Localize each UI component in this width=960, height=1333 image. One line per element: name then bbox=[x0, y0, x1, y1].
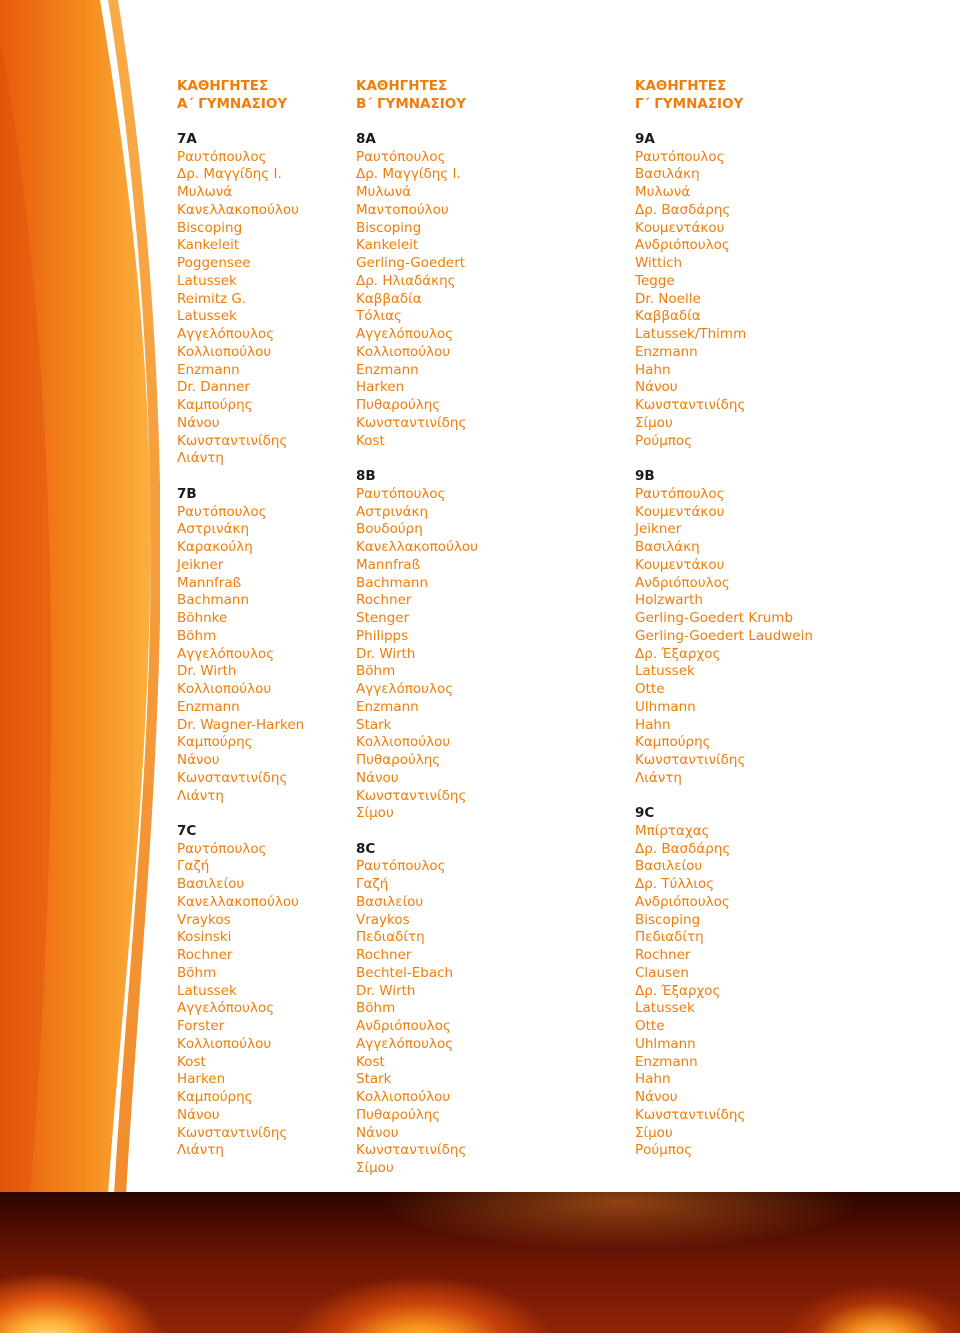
teacher-name: Enzmann bbox=[356, 698, 419, 715]
teacher-name: Dr. Wagner-Harken bbox=[177, 716, 305, 733]
teacher-name: Καμπούρης bbox=[177, 734, 253, 751]
teacher-name: Harken bbox=[177, 1071, 226, 1088]
class-name: 9A bbox=[635, 131, 655, 147]
teacher-name: Μυλωνά bbox=[356, 184, 412, 201]
teacher-name: Tegge bbox=[635, 272, 675, 289]
teacher-name: Μπίρταχας bbox=[635, 822, 710, 839]
class-name: 8B bbox=[356, 468, 376, 485]
teacher-name: Stenger bbox=[356, 610, 410, 627]
teacher-name: Otte bbox=[635, 1018, 665, 1035]
column-grade-a bbox=[177, 78, 304, 1160]
teacher-name: Νάνου bbox=[177, 752, 220, 769]
teacher-name: Κωνσταντινίδης bbox=[635, 1106, 746, 1123]
teacher-name: Harken bbox=[356, 379, 405, 396]
teacher-name: Τόλιας bbox=[356, 308, 402, 325]
teacher-name: Kost bbox=[177, 1053, 206, 1070]
teacher-name: Κολλιοπούλου bbox=[177, 681, 272, 698]
teacher-name: Dr. Danner bbox=[177, 379, 250, 396]
teacher-name: Latussek bbox=[177, 272, 237, 289]
column-grade-b bbox=[356, 78, 478, 1178]
teacher-name: Νάνου bbox=[635, 379, 678, 396]
teacher-name: Κωνσταντινίδης bbox=[177, 1124, 288, 1141]
teacher-name: Βασιλείου bbox=[635, 858, 703, 875]
teacher-name: Philipps bbox=[356, 627, 409, 644]
teacher-name: Λιάντη bbox=[177, 1142, 224, 1159]
teacher-name: Αγγελόπουλος bbox=[356, 1035, 454, 1052]
teacher-name: Reimitz G. bbox=[177, 290, 247, 307]
teacher-name: Σίμου bbox=[356, 1160, 394, 1177]
class-group bbox=[177, 131, 304, 468]
teacher-name: Πεδιαδίτη bbox=[635, 929, 704, 946]
teacher-name: Καρακούλη bbox=[177, 539, 253, 556]
teacher-name: Αστρινάκη bbox=[177, 521, 250, 538]
teacher-name: Hahn bbox=[635, 716, 671, 733]
teacher-name: Enzmann bbox=[635, 1053, 698, 1070]
teacher-name: Dr. Wirth bbox=[356, 645, 416, 662]
teacher-name: Κανελλακοπούλου bbox=[356, 539, 478, 556]
teacher-name: Böhm bbox=[356, 1000, 396, 1017]
teacher-name: Καμπούρης bbox=[177, 397, 253, 414]
teacher-name: Hahn bbox=[635, 1071, 671, 1088]
teacher-name: Stark bbox=[356, 716, 392, 733]
column-title-line: ΚΑΘΗΓΗΤΕΣ bbox=[177, 78, 269, 94]
teacher-name: Gerling-Goedert Krumb bbox=[635, 610, 794, 627]
teacher-name: Biscoping bbox=[177, 219, 243, 236]
teacher-name: Αγγελόπουλος bbox=[177, 645, 275, 662]
teacher-name: Κολλιοπούλου bbox=[356, 1089, 451, 1106]
teacher-name: Δρ. Μαγγίδης Ι. bbox=[177, 166, 282, 183]
teacher-name: Ραυτόπουλος bbox=[356, 485, 446, 502]
teacher-name: Αγγελόπουλος bbox=[177, 1000, 275, 1017]
teacher-name: Πυθαρούλης bbox=[356, 1106, 441, 1123]
teacher-name: Κωνσταντινίδης bbox=[356, 414, 467, 431]
teacher-name: Αγγελόπουλος bbox=[356, 326, 454, 343]
teacher-name: Rochner bbox=[635, 947, 691, 964]
teacher-name: Kost bbox=[356, 1053, 385, 1070]
teacher-name: Jeikner bbox=[635, 521, 682, 538]
teacher-name: Enzmann bbox=[356, 361, 419, 378]
teacher-name: Uhlmann bbox=[635, 1035, 696, 1052]
teacher-name: Κανελλακοπούλου bbox=[177, 201, 299, 218]
column-title bbox=[356, 78, 478, 113]
teacher-name: Hahn bbox=[635, 361, 671, 378]
teacher-name: Κολλιοπούλου bbox=[356, 343, 451, 360]
teacher-name: Kankeleit bbox=[356, 237, 419, 254]
class-name: 8C bbox=[356, 840, 376, 857]
teacher-name: Κουμεντάκου bbox=[635, 503, 725, 520]
class-group bbox=[177, 486, 304, 805]
teacher-name: Καββαδία bbox=[356, 290, 422, 307]
teacher-name: Rochner bbox=[177, 947, 233, 964]
teacher-name: Latussek bbox=[635, 1000, 695, 1017]
teacher-name: Bechtel-Ebach bbox=[356, 964, 454, 981]
teacher-name: Κωνσταντινίδης bbox=[356, 1142, 467, 1159]
class-name: 8A bbox=[356, 131, 376, 147]
teacher-name: Poggensee bbox=[177, 255, 251, 272]
teacher-name: Δρ. Τύλλιος bbox=[635, 876, 715, 893]
teacher-name: Βασιλάκη bbox=[635, 166, 700, 183]
column-title bbox=[177, 78, 304, 113]
teacher-name: Ραυτόπουλος bbox=[356, 858, 446, 875]
class-name: 7C bbox=[177, 823, 197, 840]
teacher-name: Forster bbox=[177, 1018, 225, 1035]
teacher-name: Ανδριόπουλος bbox=[635, 237, 730, 254]
teacher-name: Νάνου bbox=[177, 1106, 220, 1123]
teacher-name: Νάνου bbox=[177, 414, 220, 431]
teacher-name: Γαζή bbox=[177, 858, 210, 875]
teacher-name: Πυθαρούλης bbox=[356, 752, 441, 769]
teacher-name: Κουμεντάκου bbox=[635, 556, 725, 573]
class-group bbox=[635, 468, 813, 787]
class-name: 7A bbox=[177, 131, 197, 147]
teacher-name: Ρούμπος bbox=[635, 432, 693, 449]
teacher-name: Νάνου bbox=[356, 769, 399, 786]
teacher-name: Latussek bbox=[635, 663, 695, 680]
teacher-name: Καββαδία bbox=[635, 308, 701, 325]
class-name: 9B bbox=[635, 468, 655, 485]
teacher-name: Latussek bbox=[177, 982, 237, 999]
teacher-name: Βασιλείου bbox=[177, 876, 245, 893]
teacher-name: Jeikner bbox=[177, 556, 224, 573]
teacher-name: Stark bbox=[356, 1071, 392, 1088]
teacher-name: Dr. Wirth bbox=[177, 663, 237, 680]
teacher-name: Κουμεντάκου bbox=[635, 219, 725, 236]
teacher-name: Καμπούρης bbox=[635, 734, 711, 751]
teacher-name: Gerling-Goedert bbox=[356, 255, 466, 272]
teacher-name: Böhnke bbox=[177, 610, 228, 627]
teacher-name: Πεδιαδίτη bbox=[356, 929, 425, 946]
teacher-name: Κολλιοπούλου bbox=[356, 734, 451, 751]
teacher-name: Wittich bbox=[635, 255, 683, 272]
teacher-name: Βουδούρη bbox=[356, 521, 423, 538]
teacher-name: Αγγελόπουλος bbox=[177, 326, 275, 343]
teacher-name: Νάνου bbox=[635, 1089, 678, 1106]
column-title-line: Γ΄ ΓΥΜΝΑΣΙΟΥ bbox=[635, 95, 744, 112]
teacher-name: Καμπούρης bbox=[177, 1089, 253, 1106]
teacher-name: Μαντοπούλου bbox=[356, 201, 449, 218]
teacher-name: Πυθαρούλης bbox=[356, 397, 441, 414]
class-group bbox=[635, 131, 813, 450]
teacher-name: Δρ. Ηλιαδάκης bbox=[356, 272, 456, 289]
teacher-name: Kost bbox=[356, 432, 385, 449]
teacher-name: Latussek bbox=[177, 308, 237, 325]
teacher-name: Gerling-Goedert Laudwein bbox=[635, 627, 813, 644]
teacher-name: Ulhmann bbox=[635, 698, 696, 715]
teacher-name: Böhm bbox=[177, 964, 217, 981]
teacher-name: Mannfraß bbox=[177, 574, 242, 591]
teacher-name: Böhm bbox=[356, 663, 396, 680]
teacher-name: Κωνσταντινίδης bbox=[177, 432, 288, 449]
column-title-line: ΚΑΘΗΓΗΤΕΣ bbox=[635, 78, 727, 94]
teacher-name: Vraykos bbox=[356, 911, 410, 928]
teacher-name: Μυλωνά bbox=[177, 184, 233, 201]
teacher-name: Bachmann bbox=[356, 574, 429, 591]
teacher-name: Biscoping bbox=[635, 911, 701, 928]
class-group bbox=[356, 841, 478, 1178]
class-group bbox=[177, 823, 304, 1160]
teacher-name: Rochner bbox=[356, 592, 412, 609]
teacher-name: Βασιλείου bbox=[356, 893, 424, 910]
teacher-name: Δρ. Έξαρχος bbox=[635, 982, 721, 999]
teacher-name: Κωνσταντινίδης bbox=[356, 787, 467, 804]
teacher-name: Biscoping bbox=[356, 219, 422, 236]
column-title-line: Β΄ ΓΥΜΝΑΣΙΟΥ bbox=[356, 95, 467, 112]
teacher-name: Latussek/Thimm bbox=[635, 326, 747, 343]
teacher-name: Κωνσταντινίδης bbox=[635, 397, 746, 414]
teacher-name: Δρ. Έξαρχος bbox=[635, 645, 721, 662]
teacher-name: Αγγελόπουλος bbox=[356, 681, 454, 698]
teacher-name: Enzmann bbox=[177, 698, 240, 715]
teacher-name: Ρούμπος bbox=[635, 1142, 693, 1159]
teacher-name: Κανελλακοπούλου bbox=[177, 893, 299, 910]
teacher-name: Bachmann bbox=[177, 592, 250, 609]
teacher-name: Ραυτόπουλος bbox=[635, 148, 725, 165]
column-grade-c bbox=[635, 78, 813, 1160]
teacher-name: Γαζή bbox=[356, 876, 389, 893]
teacher-name: Ραυτόπουλος bbox=[635, 485, 725, 502]
teacher-name: Κωνσταντινίδης bbox=[635, 752, 746, 769]
teacher-name: Rochner bbox=[356, 947, 412, 964]
column-title-line: Α΄ ΓΥΜΝΑΣΙΟΥ bbox=[177, 95, 288, 112]
class-group bbox=[356, 468, 478, 823]
column-title bbox=[635, 78, 813, 113]
teacher-name: Σίμου bbox=[356, 805, 394, 822]
teacher-name: Αστρινάκη bbox=[356, 503, 429, 520]
orange-swoosh-decoration bbox=[0, 0, 160, 1195]
teacher-name: Λιάντη bbox=[177, 787, 224, 804]
teacher-name: Λιάντη bbox=[635, 769, 682, 786]
teacher-name: Ανδριόπουλος bbox=[635, 893, 730, 910]
teacher-name: Ραυτόπουλος bbox=[177, 503, 267, 520]
teacher-name: Κολλιοπούλου bbox=[177, 343, 272, 360]
teacher-name: Δρ. Βασδάρης bbox=[635, 840, 731, 857]
teacher-name: Dr. Noelle bbox=[635, 290, 701, 307]
teacher-name: Böhm bbox=[177, 627, 217, 644]
teacher-name: Ραυτόπουλος bbox=[177, 840, 267, 857]
teacher-name: Δρ. Μαγγίδης Ι. bbox=[356, 166, 461, 183]
teacher-name: Kankeleit bbox=[177, 237, 240, 254]
teacher-name: Otte bbox=[635, 681, 665, 698]
teacher-name: Βασιλάκη bbox=[635, 539, 700, 556]
teacher-name: Dr. Wirth bbox=[356, 982, 416, 999]
column-title-line: ΚΑΘΗΓΗΤΕΣ bbox=[356, 78, 448, 94]
teacher-name: Δρ. Βασδάρης bbox=[635, 201, 731, 218]
teacher-name: Κωνσταντινίδης bbox=[177, 769, 288, 786]
teacher-name: Ραυτόπουλος bbox=[356, 148, 446, 165]
class-name: 9C bbox=[635, 805, 655, 822]
teacher-name: Kosinski bbox=[177, 929, 232, 946]
teacher-name: Enzmann bbox=[177, 361, 240, 378]
teacher-name: Clausen bbox=[635, 964, 689, 981]
teacher-name: Holzwarth bbox=[635, 592, 703, 609]
teacher-name: Μυλωνά bbox=[635, 184, 691, 201]
teacher-name: Κολλιοπούλου bbox=[177, 1035, 272, 1052]
teacher-name: Mannfraß bbox=[356, 556, 421, 573]
teacher-name: Σίμου bbox=[635, 414, 673, 431]
class-group bbox=[635, 805, 813, 1160]
teacher-name: Ανδριόπουλος bbox=[356, 1018, 451, 1035]
teacher-name: Ανδριόπουλος bbox=[635, 574, 730, 591]
teacher-name: Λιάντη bbox=[177, 450, 224, 467]
teacher-name: Νάνου bbox=[356, 1124, 399, 1141]
teacher-name: Σίμου bbox=[635, 1124, 673, 1141]
class-group bbox=[356, 131, 478, 450]
teacher-name: Vraykos bbox=[177, 911, 231, 928]
orange-lights-photo bbox=[0, 1192, 960, 1333]
teacher-name: Ραυτόπουλος bbox=[177, 148, 267, 165]
class-name: 7B bbox=[177, 485, 197, 502]
teacher-name: Enzmann bbox=[635, 343, 698, 360]
